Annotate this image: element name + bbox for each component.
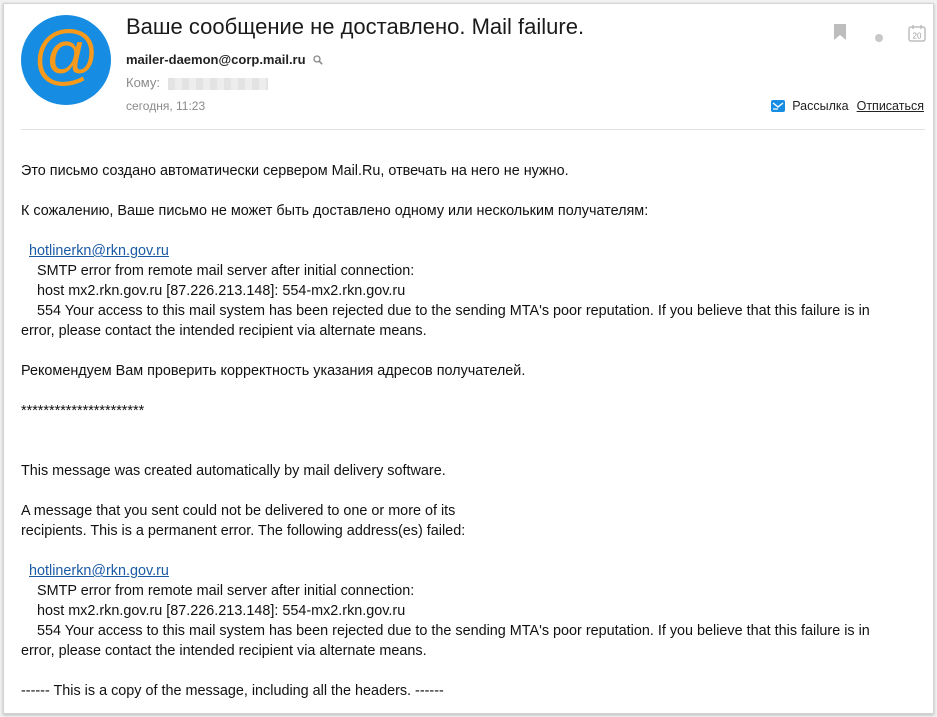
sender-row [126, 52, 323, 68]
at-sign-icon [21, 15, 111, 105]
reject-line-cont: error, please contact the intended recipient via alternate means. [21, 643, 427, 659]
email-view [3, 3, 934, 714]
sender-avatar[interactable] [21, 15, 111, 105]
newsletter-controls [770, 98, 924, 117]
email-subject: Ваше сообщение не доставлено. Mail failure. [126, 14, 585, 39]
auto-notice-en: This message was created automatically by mail delivery software. [21, 463, 446, 479]
recipient-row [126, 75, 268, 90]
reject-line: 554 Your access to this mail system has been rejected due to the sending MTA's poor reputation. If you believe that this failure is in [37, 303, 870, 319]
sender-address[interactable]: mailer-daemon@corp.mail.ru [126, 52, 306, 67]
email-date: сегодня, 11:23 [126, 99, 206, 113]
host-line: host mx2.rkn.gov.ru [87.226.213.148]: 554-mx2.rkn.gov.ru [37, 603, 406, 619]
delivery-failed-ru: К сожалению, Ваше письмо не может быть доставлено одному или нескольким получателям: [21, 203, 649, 219]
bookmark-icon[interactable] [834, 24, 846, 45]
recipient-link[interactable]: hotlinerkn@rkn.gov.ru [29, 563, 169, 579]
svg-text:@: @ [32, 17, 100, 91]
recipient-link[interactable]: hotlinerkn@rkn.gov.ru [29, 243, 169, 259]
reject-line-cont: error, please contact the intended recipient via alternate means. [21, 323, 427, 339]
dot-icon[interactable] [874, 30, 884, 48]
message-copy-note: ------ This is a copy of the message, including all the headers. ------ [21, 683, 444, 699]
reject-line: 554 Your access to this mail system has been rejected due to the sending MTA's poor reputation. If you believe that this failure is in [37, 623, 870, 639]
newsletter-icon [770, 98, 786, 117]
magnifier-icon[interactable] [313, 53, 323, 68]
svg-text:20: 20 [912, 31, 922, 41]
header-divider [21, 129, 925, 130]
newsletter-label: Рассылка [792, 99, 849, 113]
redacted-recipient [168, 78, 268, 90]
smtp-error-line: SMTP error from remote mail server after initial connection: [37, 583, 415, 599]
calendar-icon[interactable] [908, 24, 926, 47]
email-body [21, 161, 919, 701]
host-line: host mx2.rkn.gov.ru [87.226.213.148]: 554-mx2.rkn.gov.ru [37, 283, 406, 299]
smtp-error-line: SMTP error from remote mail server after initial connection: [37, 263, 415, 279]
delivery-failed-en-cont: recipients. This is a permanent error. The following address(es) failed: [21, 523, 466, 539]
unsubscribe-link[interactable]: Отписаться [856, 99, 924, 113]
auto-notice-ru: Это письмо создано автоматически сервером Mail.Ru, отвечать на него не нужно. [21, 163, 569, 179]
delivery-failed-en: A message that you sent could not be delivered to one or more of its [21, 503, 456, 519]
separator-stars: ********************** [21, 403, 145, 419]
recommend-ru: Рекомендуем Вам проверить корректность указания адресов получателей. [21, 363, 526, 379]
to-label: Кому: [126, 75, 160, 90]
